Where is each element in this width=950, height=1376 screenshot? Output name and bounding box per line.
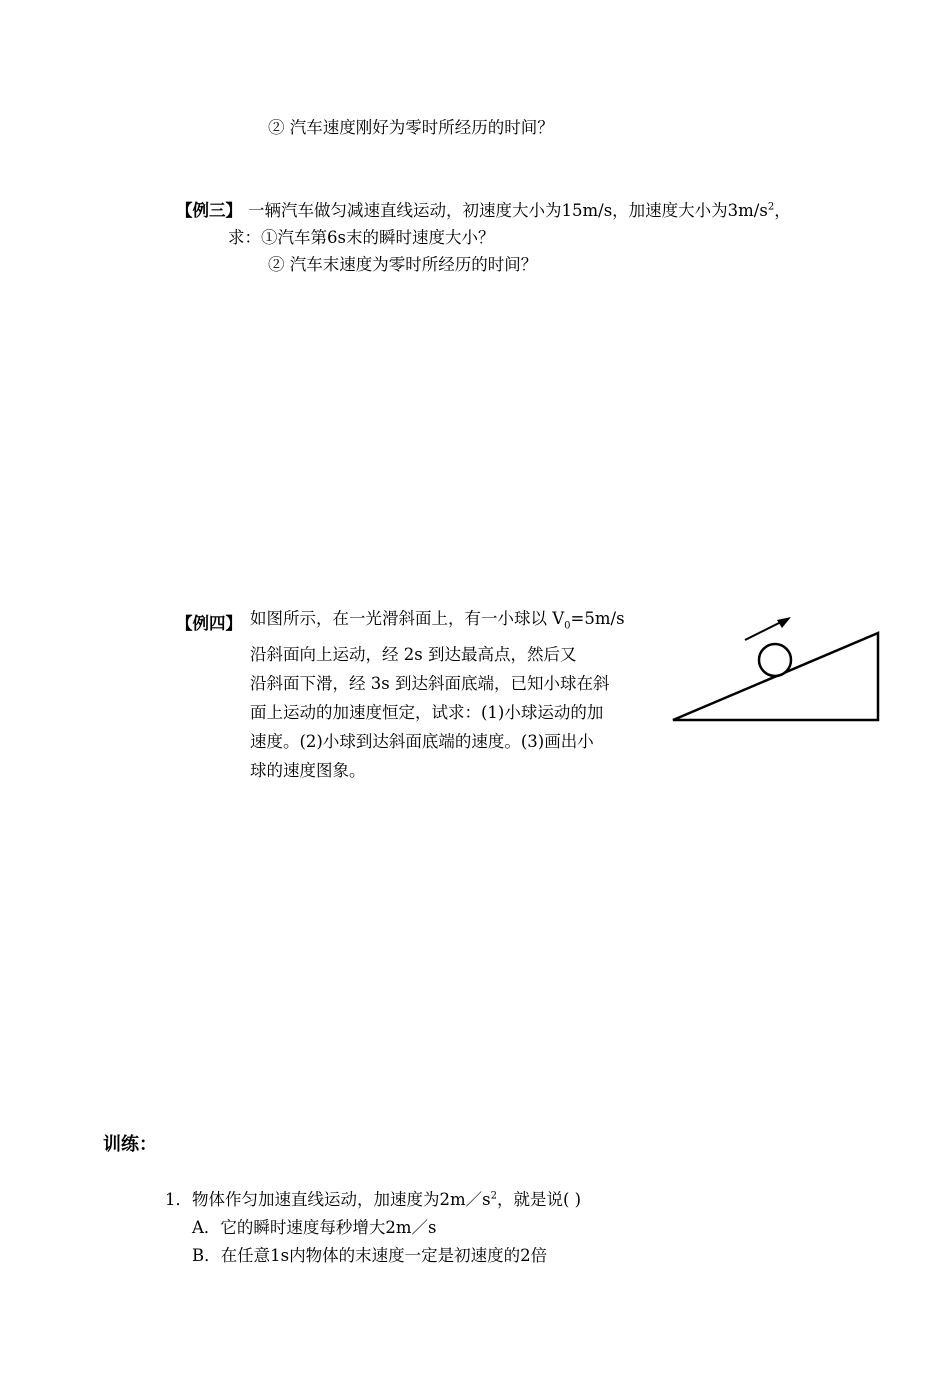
- example-4-tag: 【例四】: [176, 614, 242, 633]
- example-3-line-1-tail: ，: [774, 201, 791, 220]
- incline-diagram: [665, 610, 895, 740]
- example-4-line-2: 沿斜面向上运动，经 2s 到达最高点，然后又: [250, 645, 577, 665]
- example-4-line-3: 沿斜面下滑，经 3s 到达斜面底端，已知小球在斜: [250, 674, 610, 694]
- superscript: 2: [767, 201, 775, 213]
- velocity-arrow-head: [777, 617, 791, 628]
- option-b: B．在任意1s内物体的末速度一定是初速度的2倍: [192, 1246, 548, 1265]
- example-3-tag: 【例三】: [176, 201, 242, 220]
- question-1-stem: [165, 1186, 581, 1210]
- example-4-line-1-text: 如图所示，在一光滑斜面上，有一小球以 V: [250, 609, 565, 628]
- training-heading: 训练：: [103, 1134, 157, 1155]
- example-4-line-4: 面上运动的加速度恒定，试求：(1)小球运动的加: [250, 703, 604, 723]
- top-question: ② 汽车速度刚好为零时所经历的时间？: [268, 118, 554, 137]
- example-4-line-1: [250, 604, 625, 640]
- ball: [759, 644, 791, 676]
- subscript: 0: [564, 620, 571, 632]
- example-4-body: [250, 604, 625, 785]
- example-4-line-6: 球的速度图象。: [250, 761, 366, 781]
- example-3-line-1: [248, 197, 791, 221]
- example-4-line-1-tail: =5m/s: [570, 609, 625, 628]
- option-a: A．它的瞬时速度每秒增大2m／s: [192, 1218, 437, 1237]
- example-3-line-1-text: 一辆汽车做匀减速直线运动，初速度大小为15m/s，加速度大小为3m/s: [248, 201, 768, 220]
- velocity-arrow-shaft: [745, 622, 781, 640]
- example-3-line-2: 求：①汽车第6s末的瞬时速度大小？: [228, 228, 495, 247]
- example-3-line-3: ② 汽车末速度为零时所经历的时间？: [268, 255, 538, 274]
- superscript: 2: [490, 1190, 497, 1202]
- example-4-line-5: 速度。(2)小球到达斜面底端的速度。(3)画出小: [250, 732, 594, 752]
- question-1-tail: ，就是说( ): [496, 1190, 582, 1209]
- question-1-text: 1．物体作匀加速直线运动，加速度为2m／s: [165, 1190, 491, 1209]
